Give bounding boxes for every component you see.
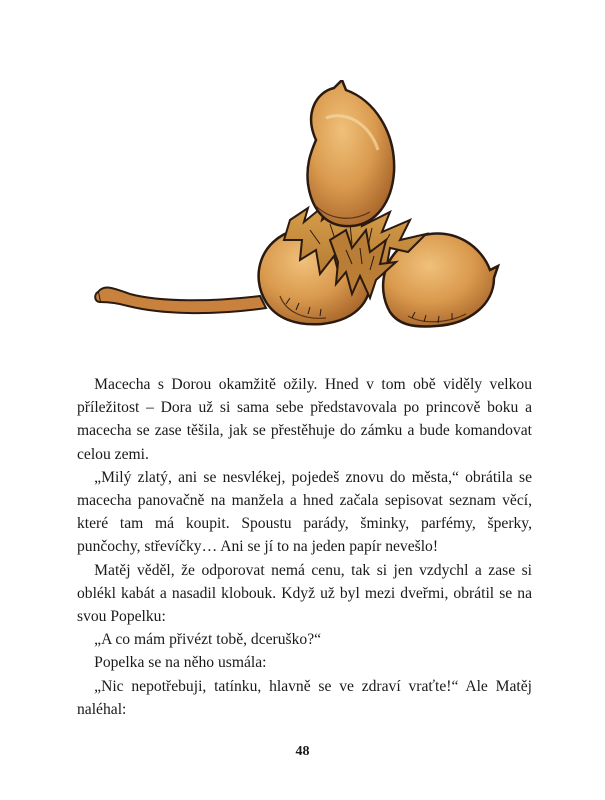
paragraph: „Milý zlatý, ani se nesvlékej, pojedeš znovu do města,“ obrátila se macecha panovačně na manžela a hned začala sepisovat seznam věcí, které tam má koupit. Spoustu parády, šminky, parfémy, šperky, punčochy, střevíčky… Ani se jí to na jeden papír nevešlo! xyxy=(77,468,532,556)
paragraph: Matěj věděl, že odporovat nemá cenu, tak si jen vzdychl a zase si oblékl kabát a nasadil klobouk. Když už byl mezi dveřmi, obrátil se na svou Popelku: xyxy=(77,561,532,626)
twig xyxy=(95,288,266,314)
paragraph: Macecha s Dorou okamžitě ožily. Hned v tom obě viděly velkou příležitost – Dora už si sama sebe představovala po princově boku a macecha se zase těšila, jak se přestěhuje do zámku a bude komandovat celou zemi. xyxy=(77,376,532,463)
page-number: 48 xyxy=(295,744,310,759)
body-text xyxy=(77,373,532,721)
hazelnuts-illustration xyxy=(90,80,500,345)
paragraph: Popelka se na něho usmála: xyxy=(94,654,267,672)
paragraph: „A co mám přivézt tobě, dceruško?“ xyxy=(94,631,322,649)
hazelnut-top xyxy=(307,80,394,226)
paragraph: „Nic nepotřebuji, tatínku, hlavně se ve zdraví vraťte!“ Ale Matěj naléhal: xyxy=(77,677,532,718)
